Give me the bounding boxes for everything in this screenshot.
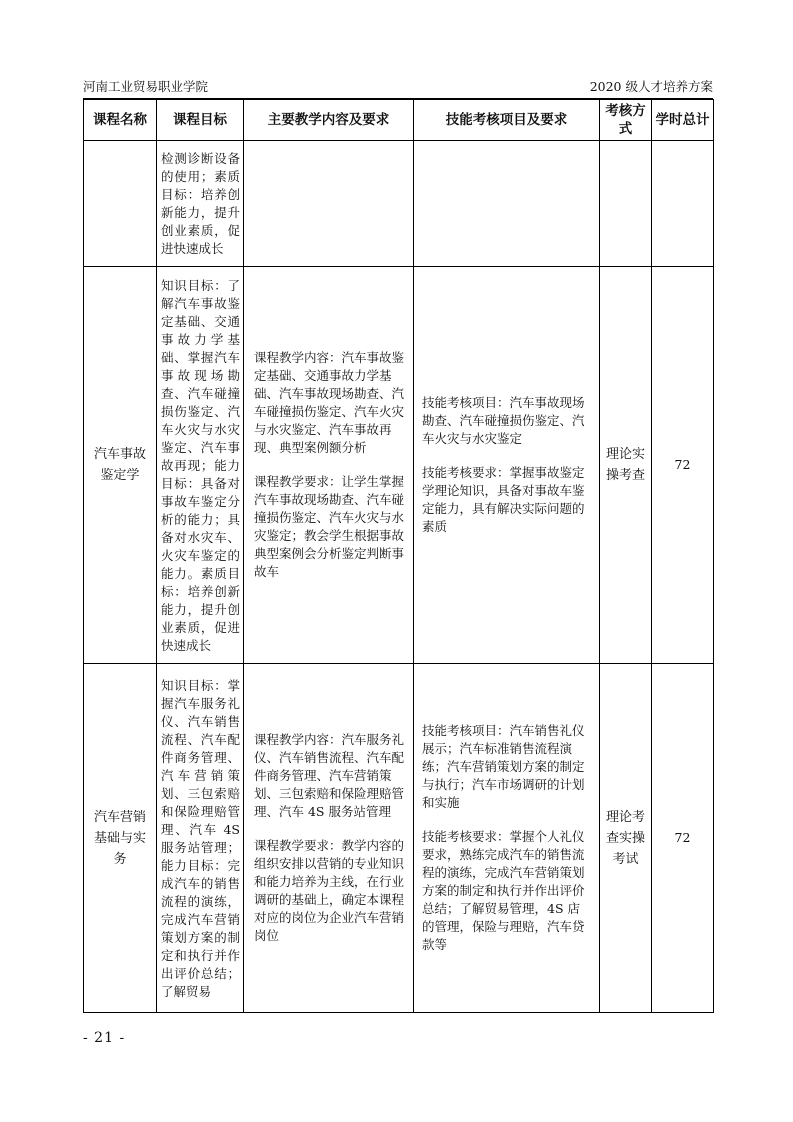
table-header-row: [84, 100, 714, 141]
plan-title: 2020 级人才培养方案: [589, 79, 713, 94]
col-header-skill: 技能考核项目及要求: [414, 100, 600, 141]
col-header-content: 主要教学内容及要求: [244, 100, 414, 141]
col-header-method: 考核方式: [600, 100, 652, 141]
course-name: 汽车事故鉴定学: [84, 267, 157, 664]
school-name: 河南工业贸易职业学院: [83, 79, 209, 94]
col-header-course-goal: 课程目标: [157, 100, 244, 141]
total-hours: 72: [652, 664, 714, 1013]
page-header: [83, 78, 713, 99]
course-goal: 知识目标：了解汽车事故鉴定基础、交通事故力学基础、掌握汽车事故现场勘查、汽车碰撞损伤鉴定、汽车火灾与水灾鉴定、汽车事故再现；能力目标：具备对事故车鉴定分析的能力；具备对水灾车、火灾车鉴定的能力。素质目标：培养创新能力，提升创业素质，促进快速成长: [157, 267, 244, 664]
course-goal: 知识目标：掌握汽车服务礼仪、汽车销售流程、汽车配件商务管理、汽车营销策划、三包索赔和保险理赔管理、汽车 4S 服务站管理；能力目标：完成汽车的销售流程的演练，完成汽车营销策划方案的制定和执行并作出评价总结；了解贸易: [157, 664, 244, 1013]
course-content: [244, 141, 414, 267]
content-requirements: 课程教学要求：教学内容的组织安排以营销的专业知识和能力培养为主线，在行业调研的基础上，确定本课程对应的岗位为企业汽车营销岗位: [254, 838, 405, 943]
course-name: 汽车营销基础与实务: [84, 664, 157, 1013]
col-header-course-name: 课程名称: [84, 100, 157, 141]
course-goal: 检测诊断设备的使用；素质目标：培养创新能力，提升创业素质，促进快速成长: [157, 141, 244, 267]
content-items: 课程教学内容：汽车事故鉴定基础、交通事故力学基础、汽车事故现场勘查、汽车碰撞损伤鉴定、汽车火灾与水灾鉴定、汽车事故再现、典型案例额分析: [254, 350, 405, 455]
table-row: [84, 141, 714, 267]
course-content: [244, 664, 414, 1013]
assessment-method: [600, 141, 652, 267]
skill-items: 技能考核项目：汽车事故现场勘查、汽车碰撞损伤鉴定、汽车火灾与水灾鉴定: [422, 395, 585, 446]
assessment-method: 理论实操考查: [600, 267, 652, 664]
skill-requirements: 技能考核要求：掌握事故鉴定学理论知识，具备对事故车鉴定能力，具有解决实际问题的素质: [422, 465, 585, 534]
course-name: [84, 141, 157, 267]
skill-assessment: [414, 664, 600, 1013]
total-hours: 72: [652, 267, 714, 664]
course-table: [83, 99, 714, 1013]
content-items: 课程教学内容：汽车服务礼仪、汽车销售流程、汽车配件商务管理、汽车营销策划、三包索赔和保险理赔管理、汽车 4S 服务站管理: [254, 732, 405, 819]
skill-assessment: [414, 141, 600, 267]
skill-items: 技能考核项目：汽车销售礼仪展示；汽车标准销售流程演练；汽车营销策划方案的制定与执行；汽车市场调研的计划和实施: [422, 723, 585, 810]
page-number: - 21 -: [83, 1030, 126, 1046]
assessment-method: 理论考查实操考试: [600, 664, 652, 1013]
table-row: [84, 664, 714, 1013]
skill-requirements: 技能考核要求：掌握个人礼仪要求，熟练完成汽车的销售流程的演练，完成汽车营销策划方案的制定和执行并作出评价总结；了解贸易管理，4S 店的管理，保险与理赔，汽车贷款等: [422, 829, 585, 952]
content-requirements: 课程教学要求：让学生掌握汽车事故现场勘查、汽车碰撞损伤鉴定、汽车火灾与水灾鉴定；教会学生根据事故典型案例会分析鉴定判断事故车: [254, 474, 405, 579]
col-header-hours: 学时总计: [652, 100, 714, 141]
total-hours: [652, 141, 714, 267]
course-content: [244, 267, 414, 664]
skill-assessment: [414, 267, 600, 664]
table-row: [84, 267, 714, 664]
